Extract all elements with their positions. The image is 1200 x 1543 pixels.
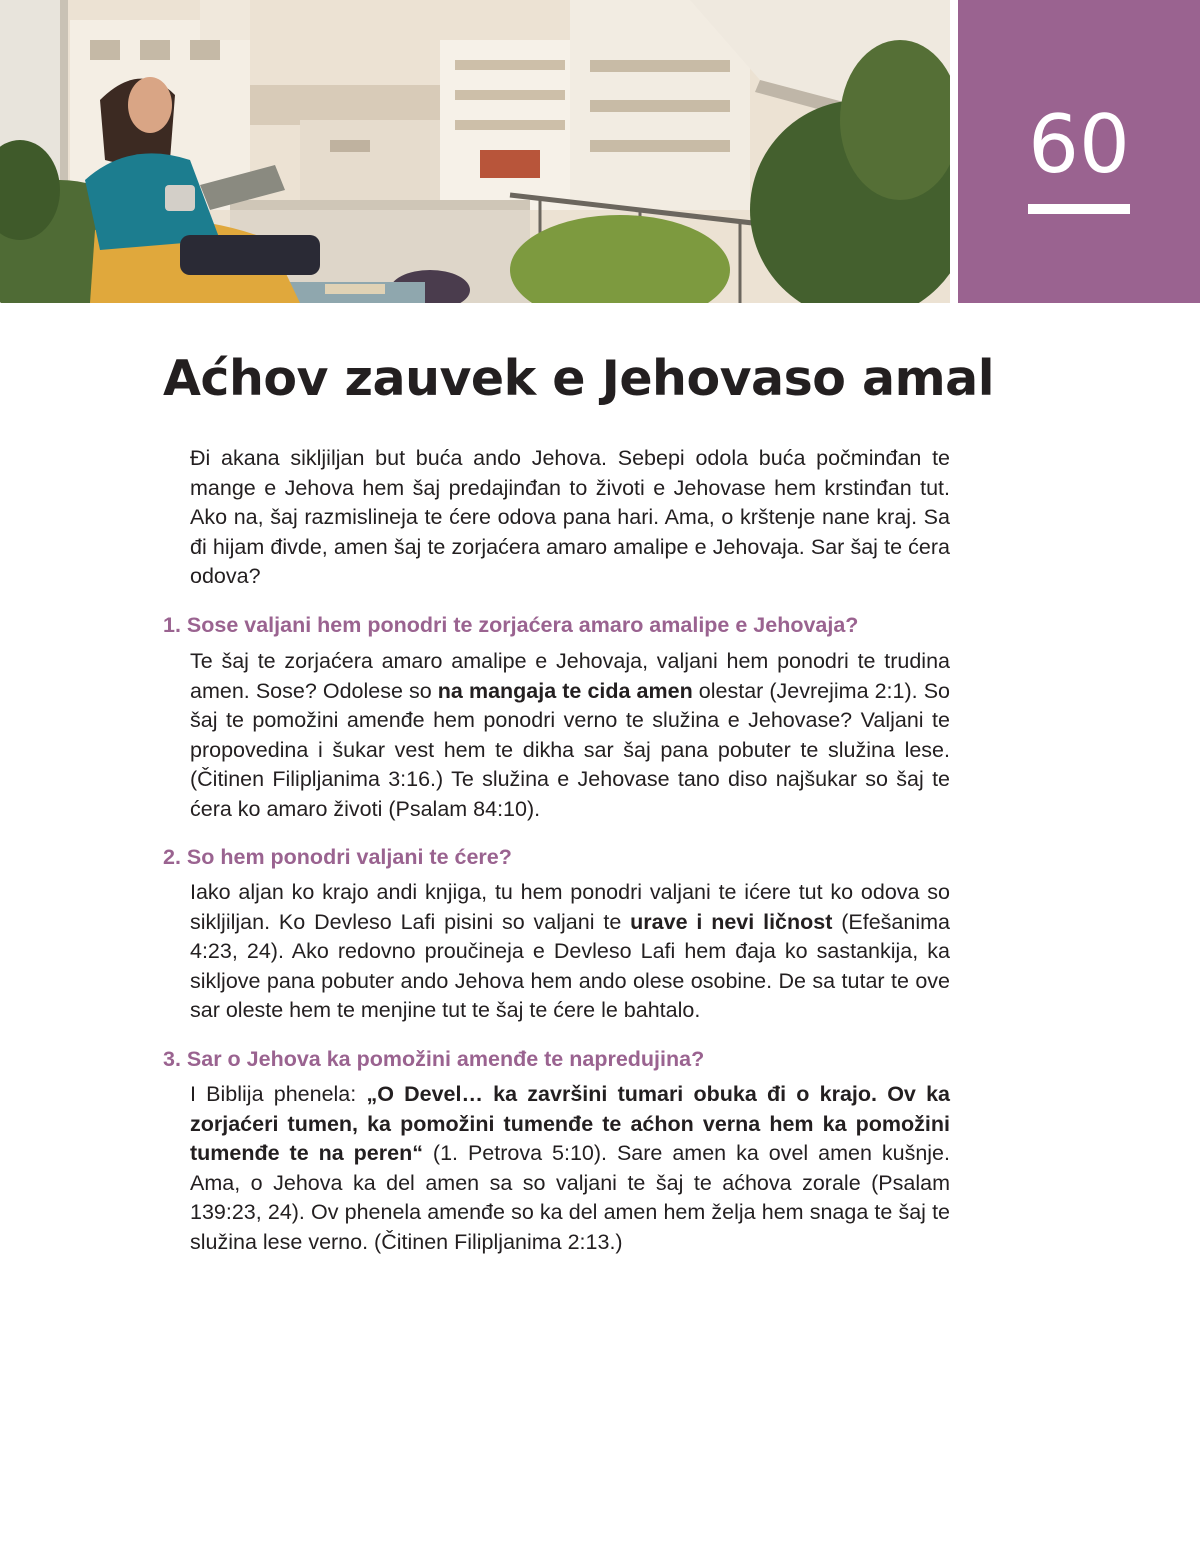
answer-2-text-a: Iako aljan ko krajo andi knjiga, tu hem ponodri valjani te ićere tut ko odova so sikljiljan. Ko Devleso Lafi pisini so valjani te — [190, 880, 950, 934]
chapter-tab — [958, 0, 1200, 303]
chapter-underline — [1028, 204, 1130, 214]
balcony-scene-image — [0, 0, 950, 303]
answer-3-text-a: I Biblija phenela: — [190, 1082, 367, 1106]
answer-1 — [190, 647, 950, 824]
header-photo — [0, 0, 950, 303]
answer-2-text-b: (Efešanima 4:23, 24). Ako redovno proučineja e Devleso Lafi hem đaja ko sastankija, ka sikljove pana pobuter ando Jehova hem ando olese osobine. De sa tutar te ove sar oleste hem te menjine tut te šaj te ćere le bahtalo. — [190, 909, 950, 1022]
answer-3 — [190, 1080, 950, 1257]
answer-1-text-b: olestar (Jevrejima 2:1). So šaj te pomožini amenđe hem ponodri verno te služina e Jehovase? Valjani te propovedina i šukar vest hem te dikha sar šaj pana pobuter te služina lese. (Čitinen Filipljanima 3:16.) Te služina e Jehovase tano diso najšukar so šaj te ćera ko amaro životi (Psalam 84:10). — [190, 678, 950, 821]
answer-1-bold: na mangaja te cida amen — [437, 678, 693, 703]
chapter-number: 60 — [1028, 98, 1130, 191]
question-2: 2. So hem ponodri valjani te ćere? — [163, 845, 512, 869]
question-3: 3. Sar o Jehova ka pomožini amenđe te napredujina? — [163, 1047, 705, 1071]
intro-paragraph: Đi akana sikljiljan but bućа ando Jehova. Sebepi odola buća počminđan te mange e Jehova hem šaj predajinđan to životi e Jehovase hem krstinđan tut. Ako na, šaj razmislineja te ćere odova pana hari. Ama, o krštenje nane kraj. Sa đi hijam đivde, amen šaj te zorjaćera amaro amalipe e Jehovaja. Sar šaj te ćera odova? — [190, 446, 950, 588]
page-title: Aćhov zauvek e Jehovaso amal — [163, 350, 994, 407]
answer-2-bold: urave i nevi ličnost — [630, 909, 833, 934]
answer-2 — [190, 878, 950, 1026]
answer-1-text-a: Te šaj te zorjaćera amaro amalipe e Jehovaja, valjani hem ponodri te trudina amen. Sose? Odolese so — [190, 649, 950, 703]
answer-3-bold: „O Devel… ka završini tumari obuka đi o krajo. Ov ka zorjaćeri tumen, ka pomožini tumenđe te aćhon verna hem ka pomožini tumenđe te na peren“ — [190, 1082, 951, 1165]
answer-3-text-b: (1. Petrova 5:10). Sare amen ka ovel amen kušnje. Ama, o Jehova ka del amen sa so valjani te šaj te aćhova zorale (Psalam 139:23, 24). Ov phenela amenđe so ka del amen hem želja hem snaga te šaj te služina lese verno. (Čitinen Filipljanima 2:13.) — [190, 1141, 950, 1254]
question-1: 1. Sose valjani hem ponodri te zorjaćera amaro amalipe e Jehovaja? — [163, 613, 859, 637]
